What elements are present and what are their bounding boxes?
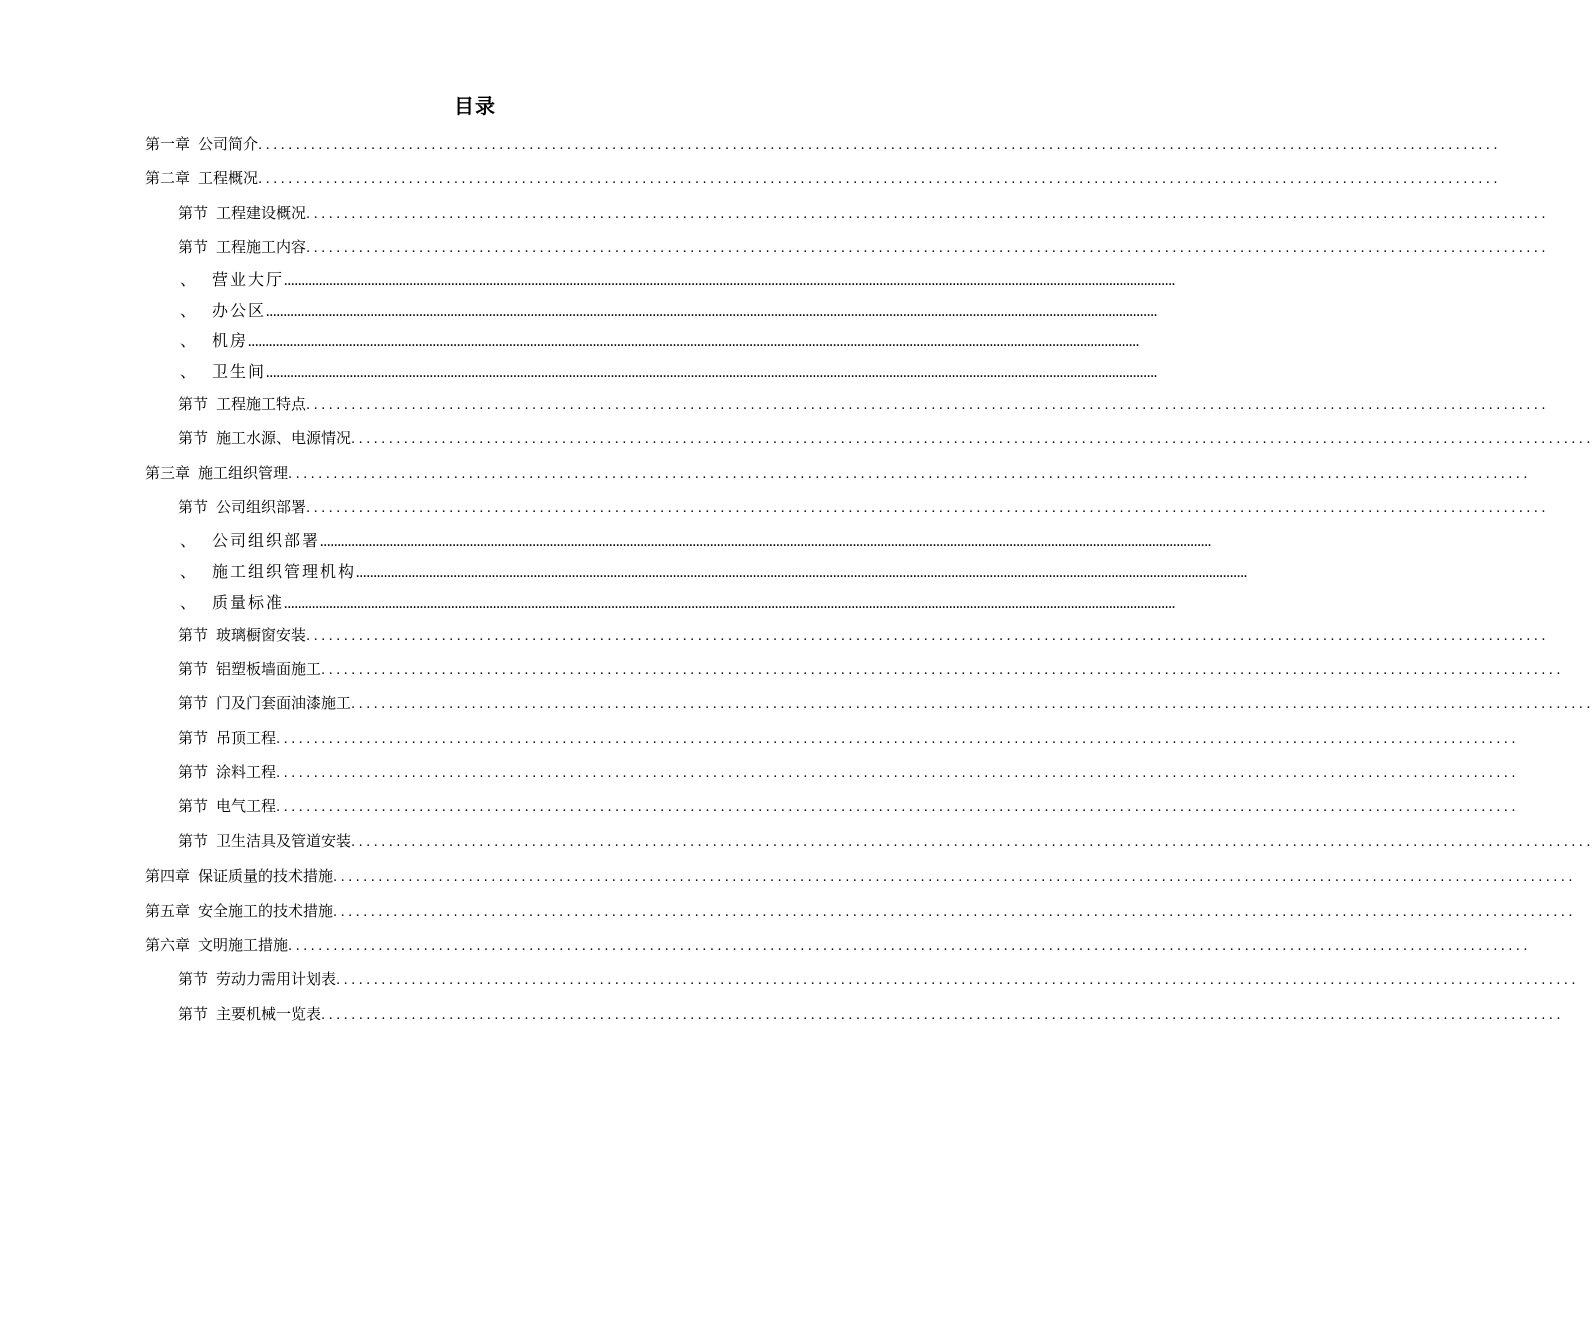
toc-entry-number: 第四章 <box>145 867 191 885</box>
toc-entry-label <box>180 301 266 321</box>
toc-dot-leader: ..................................................................................................................................................................... <box>306 241 1549 256</box>
toc-entry-text: 文明施工措施 <box>198 936 289 954</box>
toc-entry-label <box>178 659 321 679</box>
toc-entry-text: 门及门套面油漆施工 <box>216 694 352 712</box>
toc-entry-text: 工程建设概况 <box>216 204 307 222</box>
toc-entry-text: 玻璃橱窗安装 <box>216 626 307 644</box>
toc-entry-text: 涂料工程 <box>216 763 277 781</box>
toc-entry[interactable] <box>178 728 1519 750</box>
toc-entry-number: 第二章 <box>145 169 191 187</box>
toc-entry-label <box>180 562 356 582</box>
toc-entry-label <box>178 831 351 851</box>
toc-dot-leader: ..................................................................................................................................................................... <box>258 138 1501 153</box>
toc-entry-label <box>145 134 258 154</box>
toc-dot-leader: ................................................................................................................................................................................................................................................................ <box>284 600 1176 611</box>
toc-entry[interactable] <box>178 762 1519 784</box>
page-title: 目录 <box>454 94 496 118</box>
toc-entry-number: 、 <box>180 531 199 550</box>
toc-entry[interactable] <box>180 362 1158 385</box>
toc-entry-number: 第节 <box>178 660 209 678</box>
toc-entry-label <box>178 428 351 448</box>
toc-entry[interactable] <box>178 1004 1564 1026</box>
toc-entry-text: 劳动力需用计划表 <box>216 970 337 988</box>
toc-entry[interactable] <box>145 901 1576 923</box>
toc-dot-leader: ..................................................................................................................................................................... <box>306 398 1549 413</box>
toc-dot-leader: ..................................................................................................................................................................... <box>321 1008 1564 1023</box>
toc-entry-number: 、 <box>180 301 199 320</box>
toc-entry-label <box>180 362 266 382</box>
toc-dot-leader: ..................................................................................................................................................................... <box>276 766 1519 781</box>
toc-entry-text: 卫生洁具及管道安装 <box>216 832 352 850</box>
toc-entry-text: 办公区 <box>212 301 267 320</box>
toc-entry[interactable] <box>180 562 1248 585</box>
toc-entry-number: 第节 <box>178 970 209 988</box>
toc-entry-number: 第节 <box>178 238 209 256</box>
toc-entry-number: 、 <box>180 562 199 581</box>
toc-dot-leader: ..................................................................................................................................................................... <box>333 905 1576 920</box>
toc-entry[interactable] <box>180 531 1212 554</box>
toc-dot-leader: ..................................................................................................................................................................... <box>351 432 1594 447</box>
toc-entry-text: 施工组织管理机构 <box>212 562 357 581</box>
toc-entry-label <box>178 237 306 257</box>
toc-entry-label <box>145 866 333 886</box>
toc-entry-text: 公司组织部署 <box>216 498 307 516</box>
toc-dot-leader: ................................................................................................................................................................................................................................................................ <box>248 338 1140 349</box>
toc-entry-text: 公司组织部署 <box>212 531 321 550</box>
toc-dot-leader: ..................................................................................................................................................................... <box>288 467 1531 482</box>
toc-entry-label <box>178 203 306 223</box>
toc-entry-number: 第节 <box>178 729 209 747</box>
toc-dot-leader: ..................................................................................................................................................................... <box>351 697 1594 712</box>
toc-entry-label <box>180 593 284 613</box>
toc-entry-text: 公司简介 <box>198 135 259 153</box>
toc-entry-label <box>180 331 248 351</box>
toc-entry-label <box>180 531 320 551</box>
toc-entry-text: 主要机械一览表 <box>216 1005 322 1023</box>
toc-entry[interactable] <box>178 394 1549 416</box>
toc-dot-leader: ..................................................................................................................................................................... <box>258 172 1501 187</box>
toc-entry-label <box>178 497 306 517</box>
toc-entry-number: 第节 <box>178 694 209 712</box>
toc-entry-number: 、 <box>180 362 199 381</box>
toc-entry-label <box>178 728 276 748</box>
toc-entry-text: 铝塑板墙面施工 <box>216 660 322 678</box>
toc-entry-text: 保证质量的技术措施 <box>198 867 334 885</box>
toc-entry-text: 质量标准 <box>212 593 285 612</box>
toc-dot-leader: ................................................................................................................................................................................................................................................................ <box>266 308 1158 319</box>
toc-entry-number: 第节 <box>178 429 209 447</box>
toc-dot-leader: ..................................................................................................................................................................... <box>306 501 1549 516</box>
toc-entry-text: 卫生间 <box>212 362 267 381</box>
toc-entry[interactable] <box>178 969 1579 991</box>
toc-entry-number: 第节 <box>178 797 209 815</box>
toc-entry-number: 第节 <box>178 1005 209 1023</box>
toc-entry-number: 第三章 <box>145 464 191 482</box>
toc-dot-leader: ..................................................................................................................................................................... <box>333 870 1576 885</box>
toc-entry[interactable] <box>178 237 1549 259</box>
toc-entry-number: 第节 <box>178 626 209 644</box>
toc-entry[interactable] <box>145 463 1531 485</box>
toc-entry[interactable] <box>178 497 1549 519</box>
toc-entry-number: 、 <box>180 270 199 289</box>
toc-dot-leader: ..................................................................................................................................................................... <box>321 663 1564 678</box>
toc-entry-number: 第一章 <box>145 135 191 153</box>
toc-dot-leader: ..................................................................................................................................................................... <box>336 973 1579 988</box>
toc-entry[interactable] <box>178 693 1594 715</box>
toc-entry-text: 工程施工特点 <box>216 395 307 413</box>
toc-entry[interactable] <box>178 659 1564 681</box>
toc-entry-number: 、 <box>180 593 199 612</box>
toc-entry-label <box>178 762 276 782</box>
toc-entry-text: 机房 <box>212 331 249 350</box>
toc-entry[interactable] <box>178 831 1594 853</box>
toc-entry[interactable] <box>178 796 1519 818</box>
toc-dot-leader: ..................................................................................................................................................................... <box>288 939 1531 954</box>
toc-entry-number: 第节 <box>178 763 209 781</box>
toc-entry-text: 电气工程 <box>216 797 277 815</box>
toc-entry-number: 第五章 <box>145 902 191 920</box>
toc-dot-leader: ................................................................................................................................................................................................................................................................ <box>320 538 1212 549</box>
toc-entry[interactable] <box>145 866 1576 888</box>
toc-entry-number: 第节 <box>178 395 209 413</box>
toc-entry-number: 第六章 <box>145 936 191 954</box>
toc-entry-number: 、 <box>180 331 199 350</box>
toc-dot-leader: ................................................................................................................................................................................................................................................................ <box>266 369 1158 380</box>
toc-entry-label <box>180 270 284 290</box>
toc-entry-label <box>178 969 336 989</box>
toc-entry-label <box>178 693 351 713</box>
toc-entry-text: 工程概况 <box>198 169 259 187</box>
toc-entry-text: 工程施工内容 <box>216 238 307 256</box>
toc-entry-label <box>178 1004 321 1024</box>
toc-entry-label <box>145 901 333 921</box>
toc-dot-leader: ................................................................................................................................................................................................................................................................ <box>284 277 1176 288</box>
toc-entry-label <box>145 168 258 188</box>
toc-entry[interactable] <box>178 625 1549 647</box>
toc-entry-number: 第节 <box>178 498 209 516</box>
toc-entry-label <box>145 463 288 483</box>
toc-entry[interactable] <box>180 331 1140 354</box>
toc-dot-leader: ................................................................................................................................................................................................................................................................ <box>356 569 1248 580</box>
toc-entry[interactable] <box>180 593 1176 616</box>
toc-entry-label <box>145 935 288 955</box>
toc-dot-leader: ..................................................................................................................................................................... <box>306 629 1549 644</box>
toc-entry-number: 第节 <box>178 832 209 850</box>
toc-entry[interactable] <box>178 203 1549 225</box>
toc-entry[interactable] <box>145 935 1531 957</box>
toc-entry-text: 安全施工的技术措施 <box>198 902 334 920</box>
toc-entry[interactable] <box>145 168 1501 190</box>
toc-entry-label <box>178 394 306 414</box>
toc-entry[interactable] <box>180 270 1176 293</box>
toc-entry-number: 第节 <box>178 204 209 222</box>
toc-dot-leader: ..................................................................................................................................................................... <box>276 732 1519 747</box>
toc-entry[interactable] <box>178 428 1594 450</box>
toc-entry[interactable] <box>180 301 1158 324</box>
toc-entry-text: 施工组织管理 <box>198 464 289 482</box>
toc-dot-leader: ..................................................................................................................................................................... <box>276 800 1519 815</box>
toc-dot-leader: ..................................................................................................................................................................... <box>351 835 1594 850</box>
toc-entry-text: 营业大厅 <box>212 270 285 289</box>
toc-dot-leader: ..................................................................................................................................................................... <box>306 207 1549 222</box>
toc-entry-text: 施工水源、电源情况 <box>216 429 352 447</box>
toc-entry-label <box>178 796 276 816</box>
toc-entry-label <box>178 625 306 645</box>
toc-entry-text: 吊顶工程 <box>216 729 277 747</box>
toc-entry[interactable] <box>145 134 1501 156</box>
